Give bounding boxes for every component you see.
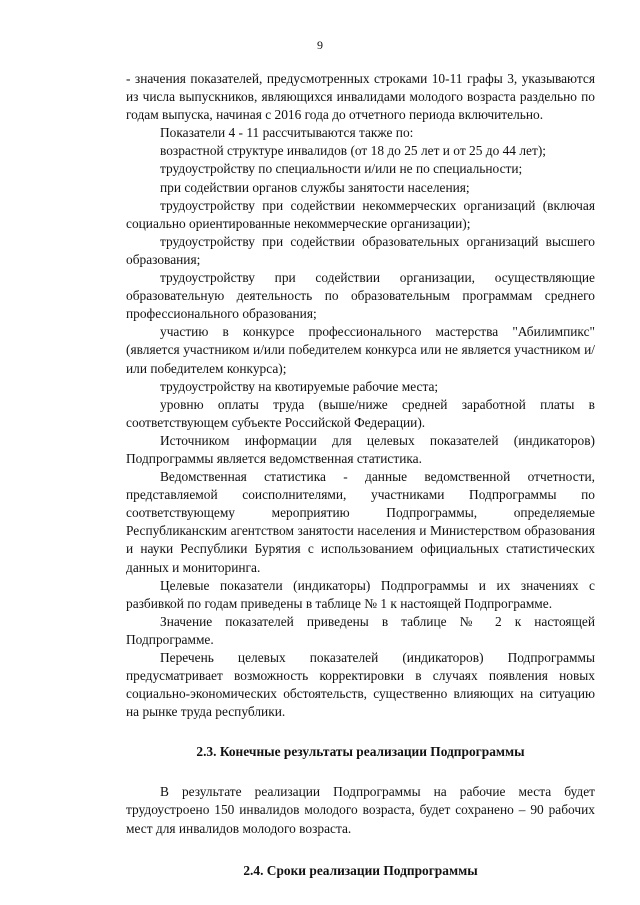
paragraph: участию в конкурсе профессионального мастерства "Абилимпикс" (является участником и/или победителем конкурса или не является участником и/или победителем конкурса); (126, 324, 595, 376)
paragraph: уровню оплаты труда (выше/ниже средней заработной платы в соответствующем субъекте Российской Федерации). (126, 396, 595, 430)
section-2-3-text: В результате реализации Подпрограммы на рабочие места будет трудоустроено 150 инвалидов молодого возраста, будет сохранено – 90 рабочих мест для инвалидов молодого возраста. (126, 784, 595, 836)
paragraph: трудоустройству при содействии некоммерческих организаций (включая социально ориентированные некоммерческие организации); (126, 197, 595, 231)
paragraph: Источником информации для целевых показателей (индикаторов) Подпрограммы является ведомственная статистика. (126, 432, 595, 466)
paragraph: Перечень целевых показателей (индикаторов) Подпрограммы предусматривает возможность корректировки в случаях появления новых социально-экономических обстоятельств, существенно влияющих на ситуацию на рынке труда республики. (126, 650, 595, 720)
document-body (126, 70, 595, 880)
paragraph: Показатели 4 - 11 рассчитываются также по: (160, 125, 414, 141)
paragraph: трудоустройству на квотируемые рабочие места; (160, 378, 439, 394)
paragraph: возрастной структуре инвалидов (от 18 до 25 лет и от 25 до 44 лет); (160, 143, 547, 159)
section-heading-2-4: 2.4. Сроки реализации Подпрограммы (243, 862, 478, 878)
paragraph: трудоустройству при содействии организации, осуществляющие образовательную деятельность по образовательным программам среднего профессионального образования; (126, 270, 595, 322)
paragraph: трудоустройству по специальности и/или не по специальности; (160, 161, 523, 177)
paragraph: - значения показателей, предусмотренных строками 10-11 графы 3, указываются из числа выпускников, являющихся инвалидами молодого возраста раздельно по годам выпуска, начиная с 2016 года до отчетного периода включительно. (126, 71, 595, 123)
paragraph: Целевые показатели (индикаторы) Подпрограммы и их значениях с разбивкой по годам приведены в таблице № 1 к настоящей Подпрограмме. (126, 577, 595, 611)
paragraph: Значение показателей приведены в таблице № 2 к настоящей Подпрограмме. (126, 613, 595, 647)
paragraph: Ведомственная статистика - данные ведомственной отчетности, представляемой соисполнителями, участниками Подпрограммы по соответствующему мероприятию Подпрограммы, определяемые Республиканским агентством занятости населения и Министерством образования и науки Республики Бурятия с использованием официальных статистических данных и мониторинга. (126, 469, 595, 575)
section-heading-2-3: 2.3. Конечные результаты реализации Подпрограммы (196, 744, 525, 760)
paragraph: трудоустройству при содействии образовательных организаций высшего образования; (126, 233, 595, 267)
page-number: 9 (317, 38, 323, 52)
paragraph: при содействии органов службы занятости населения; (160, 179, 470, 195)
